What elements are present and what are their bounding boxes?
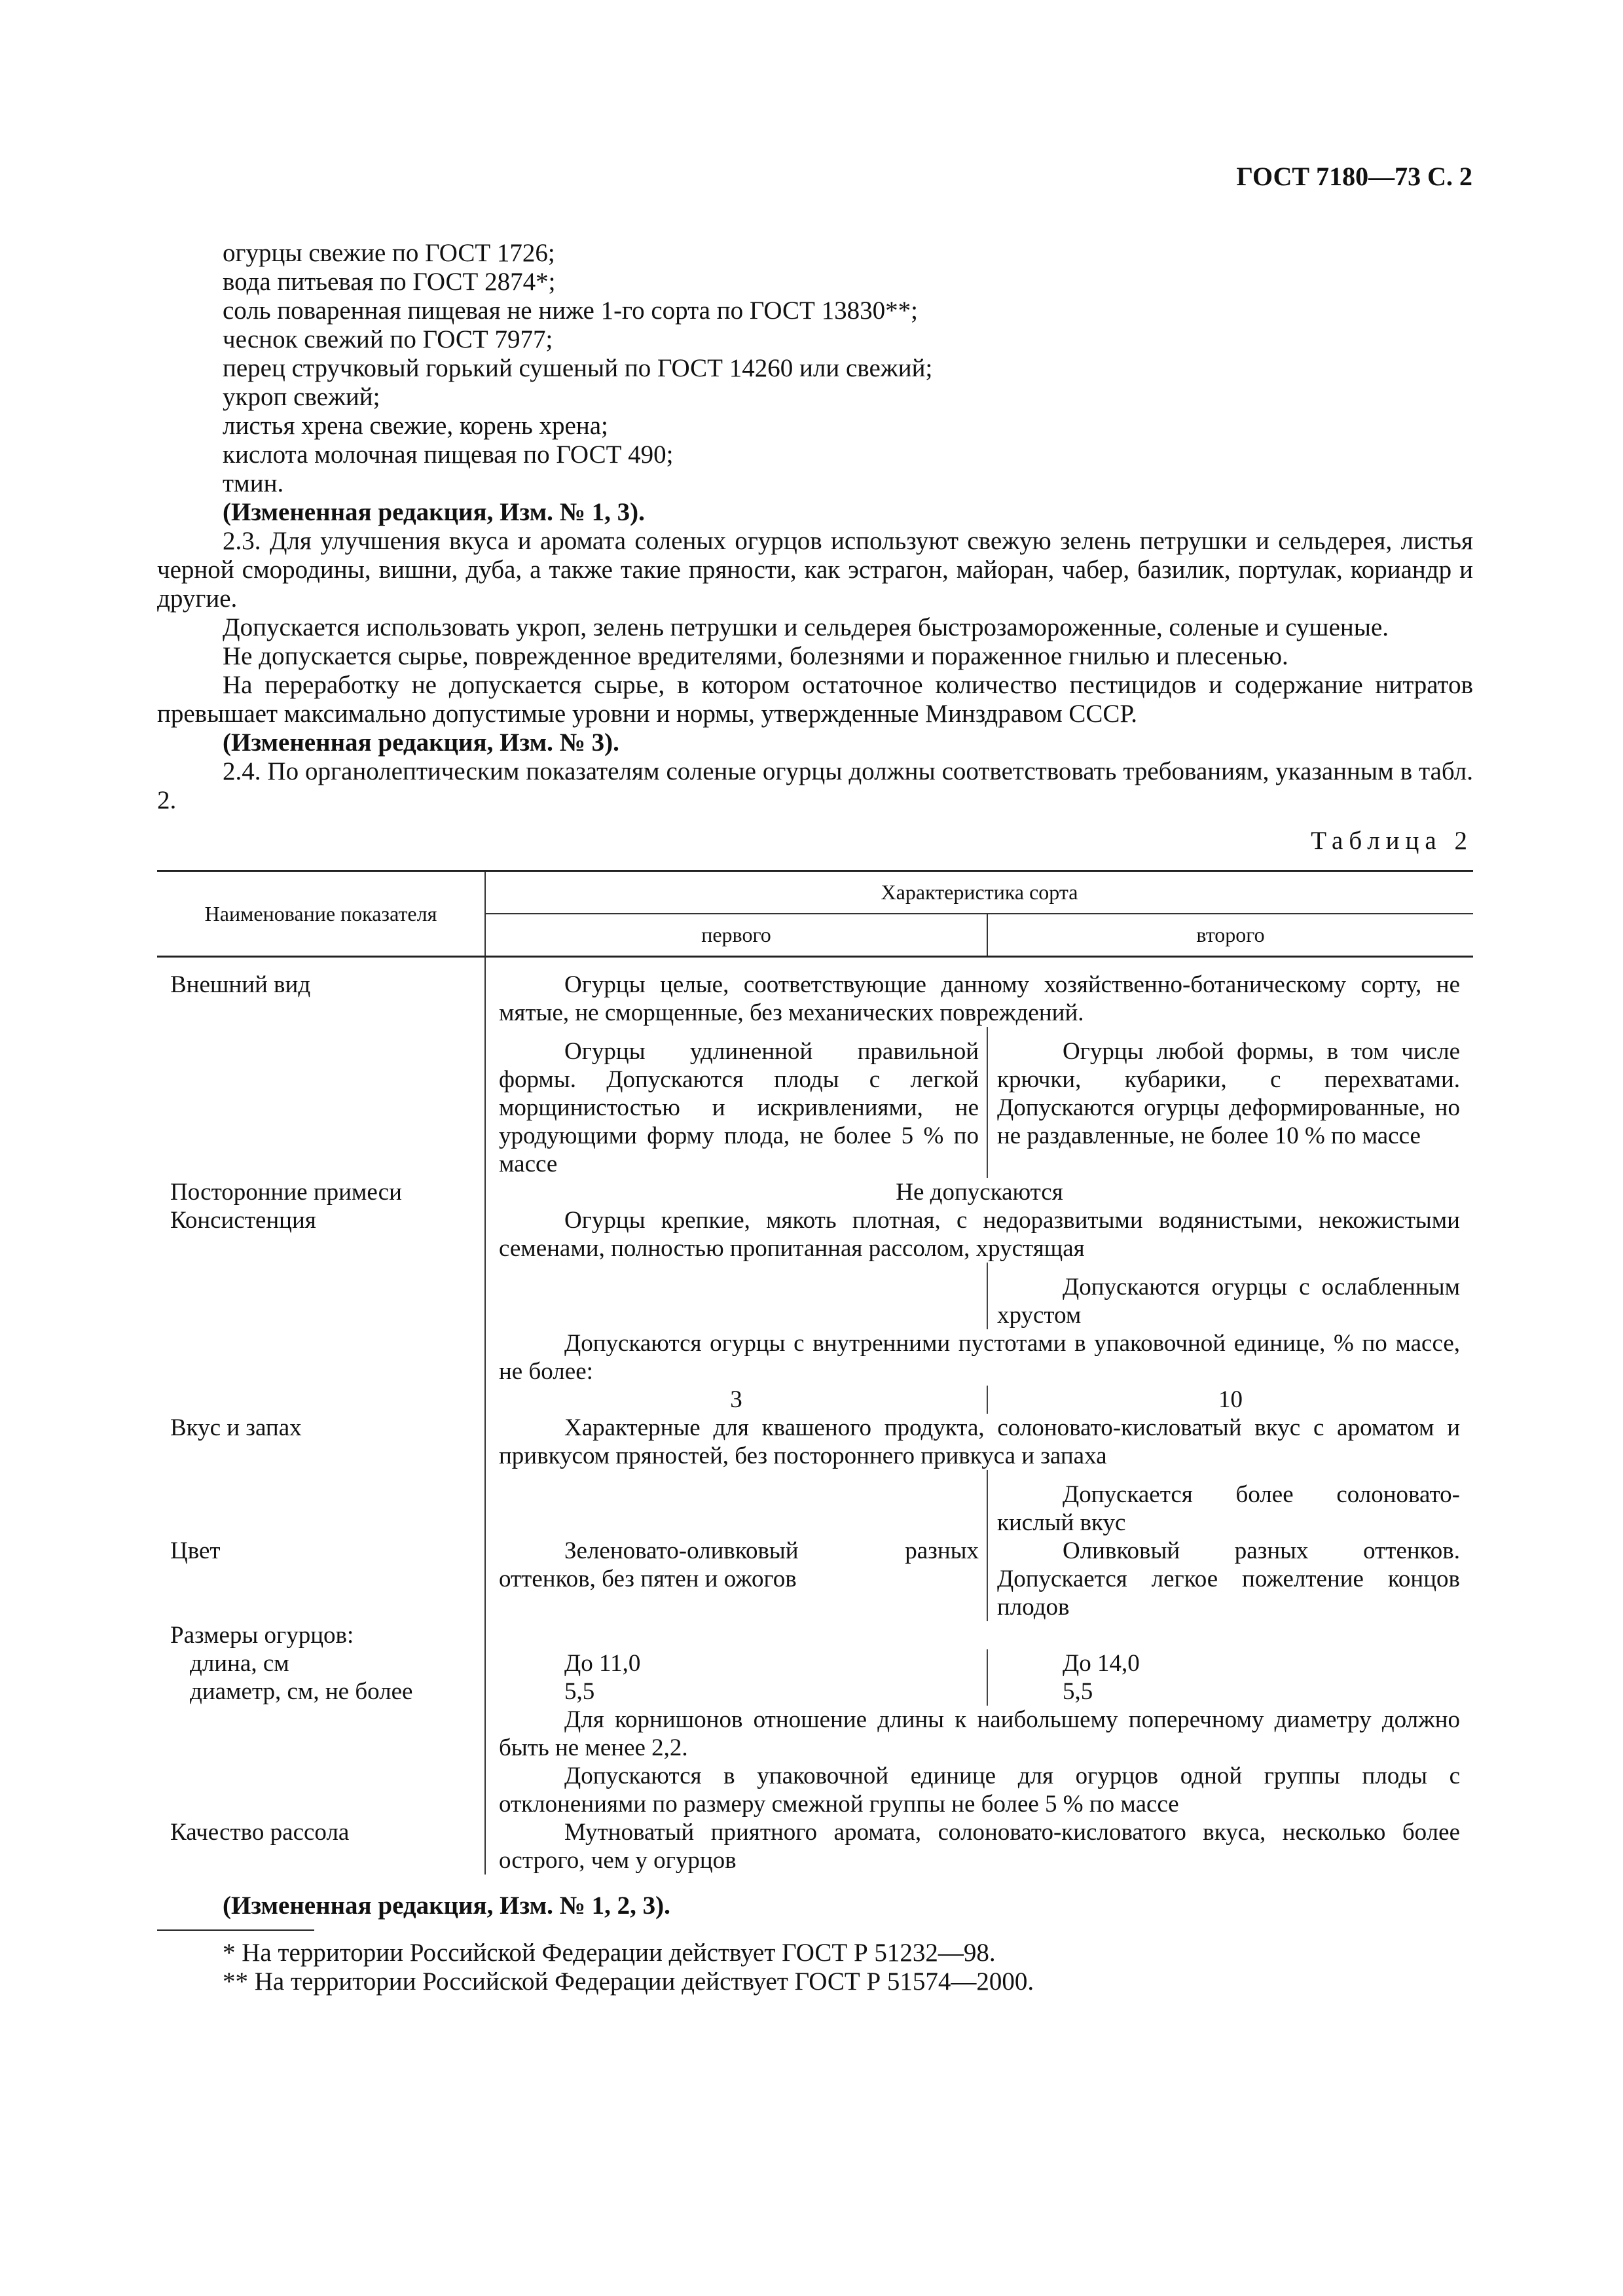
header-first: первого [485,914,987,957]
row-name-consistency: Консистенция [170,1207,316,1234]
paragraph-2-4: 2.4. По органолептическим показателям соленые огурцы должны соответствовать требованиям, указанным в табл. 2. [157,757,1473,814]
list-item: перец стручковый горький сушеный по ГОСТ 14260 или свежий; [223,354,933,382]
list-item: тмин. [223,469,284,497]
brine-value: Мутноватый приятного аромата, солоновато-кисловатого вкуса, несколько более острого, чем у огурцов [485,1818,1473,1874]
materials-list [157,239,1473,498]
edit-note: (Измененная редакция, Изм. № 1, 3). [223,498,645,526]
appearance-common: Огурцы целые, соответствующие данному хозяйственно-ботаническому сорту, не мятые, не сморщенные, без механических повреждений. [485,971,1473,1027]
quality-table [157,870,1473,1874]
footnote: ** На территории Российской Федерации действует ГОСТ Р 51574—2000. [223,1967,1034,1996]
table-title: Таблица 2 [1311,827,1473,855]
voids-first: 3 [485,1386,987,1414]
consistency-common: Огурцы крепкие, мякоть плотная, с недоразвитыми водянистыми, некожистыми семенами, полностью пропитанная рассолом, хрустящая [485,1206,1473,1263]
list-item: соль поваренная пищевая не ниже 1-го сорта по ГОСТ 13830**; [223,296,918,325]
header-name: Наименование показателя [204,901,437,925]
paragraph-pesticides: На переработку не допускается сырье, в котором остаточное количество пестицидов и содержание нитратов превышает максимально допустимые уровни и нормы, утвержденные Минздравом СССР. [157,671,1473,728]
impurities-value: Не допускаются [485,1178,1473,1206]
page-header: ГОСТ 7180—73 С. 2 [1236,162,1472,191]
header-second: второго [987,914,1473,957]
consistency-second: Допускаются огурцы с ослабленным хрустом [987,1263,1473,1329]
footnote-rule [157,1929,314,1931]
diameter-first: 5,5 [485,1677,987,1706]
sizes-gherkins: Для корнишонов отношение длины к наибольшему поперечному диаметру должно быть не менее 2,2. [485,1706,1473,1762]
appearance-second: Огурцы любой формы, в том числе крючки, кубарики, с перехватами. Допускаются огурцы деформированные, но не раздавленные, не более 10 % по массе [987,1027,1473,1178]
length-second: До 14,0 [987,1649,1473,1677]
row-name-color: Цвет [170,1537,221,1564]
row-name-impurities: Посторонние примеси [170,1179,402,1206]
row-name-sizes: Размеры огурцов: [170,1622,354,1649]
list-item: огурцы свежие по ГОСТ 1726; [223,239,555,267]
list-item: укроп свежий; [223,383,380,411]
consistency-voids: Допускаются огурцы с внутренними пустотами в упаковочной единице, % по массе, не более: [485,1329,1473,1386]
sizes-deviations: Допускаются в упаковочной единице для огурцов одной группы плоды с отклонениями по размеру смежной группы не более 5 % по массе [485,1762,1473,1818]
color-first: Зеленовато-оливковый разных оттенков, без пятен и ожогов [485,1537,987,1621]
paragraph-allowed: Допускается использовать укроп, зелень петрушки и сельдерея быстрозамороженные, соленые и сушеные. [223,613,1389,641]
list-item: кислота молочная пищевая по ГОСТ 490; [223,440,674,469]
row-name-brine: Качество рассола [170,1819,350,1846]
color-second: Оливковый разных оттенков. Допускается легкое пожелтение концов плодов [987,1537,1473,1621]
taste-second: Допускается более солоновато-кислый вкус [987,1470,1473,1537]
appearance-first: Огурцы удлиненной правильной формы. Допускаются плоды с легкой морщинистостью и искривлениями, не уродующими форму плода, не более 5 % по массе [485,1027,987,1178]
size-length-label: длина, см [190,1650,289,1677]
row-name-appearance: Внешний вид [170,971,311,998]
list-item: листья хрена свежие, корень хрена; [223,412,608,440]
voids-second: 10 [987,1386,1473,1414]
edit-note: (Измененная редакция, Изм. № 1, 2, 3). [223,1892,670,1920]
diameter-second: 5,5 [987,1677,1473,1706]
taste-common: Характерные для квашеного продукта, солоновато-кисловатый вкус с ароматом и привкусом пряностей, без постороннего привкуса и запаха [485,1414,1473,1470]
paragraph-2-3: 2.3. Для улучшения вкуса и аромата соленых огурцов используют свежую зелень петрушки и сельдерея, листья черной смородины, вишни, дуба, а также такие пряности, как эстрагон, майоран, чабер, базилик, портулак, кориандр и другие. [157,527,1473,613]
footnote: * На территории Российской Федерации действует ГОСТ Р 51232—98. [223,1939,996,1967]
paragraph-not-allowed: Не допускается сырье, поврежденное вредителями, болезнями и пораженное гнилью и плесенью. [223,642,1288,670]
header-group: Характеристика сорта [485,871,1473,914]
row-name-taste: Вкус и запах [170,1414,302,1441]
length-first: До 11,0 [485,1649,987,1677]
list-item: вода питьевая по ГОСТ 2874*; [223,268,556,296]
document-body [157,239,1473,1996]
edit-note: (Измененная редакция, Изм. № 3). [223,728,619,757]
size-diameter-label: диаметр, см, не более [190,1678,413,1705]
list-item: чеснок свежий по ГОСТ 7977; [223,325,553,353]
